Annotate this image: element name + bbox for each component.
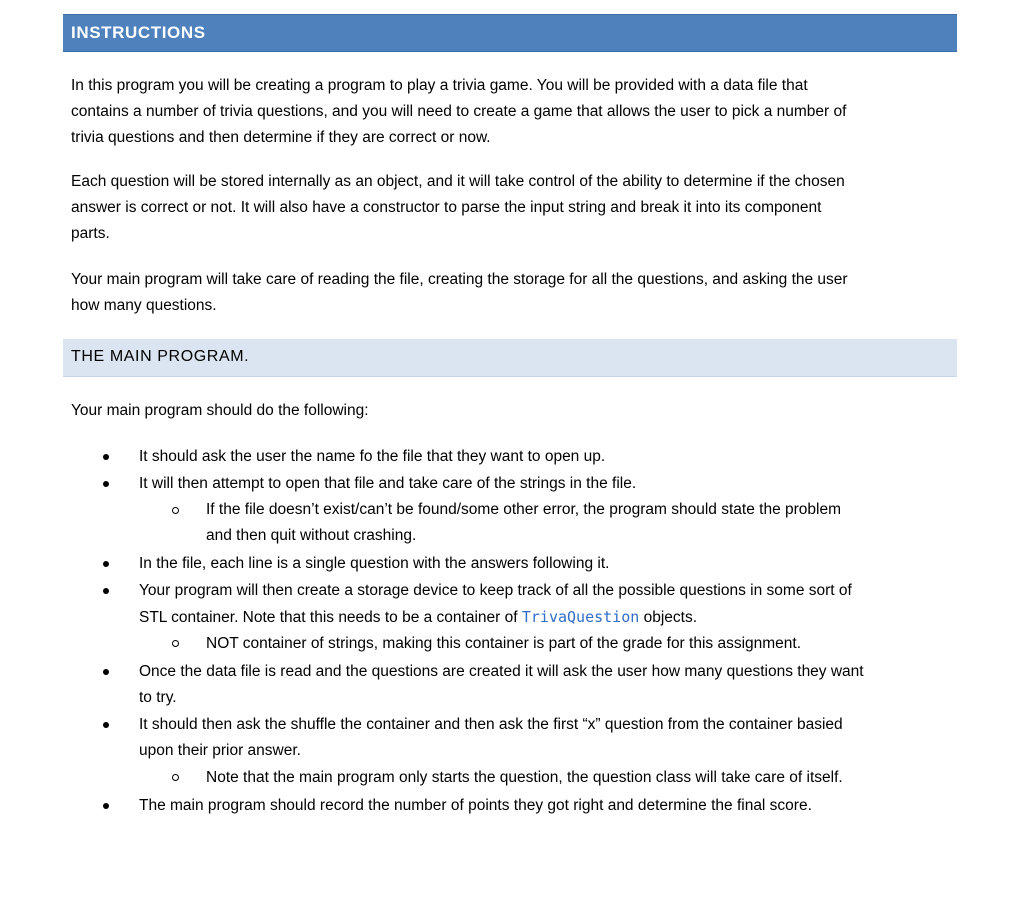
list-item: The main program should record the number of points they got right and determine the final score.	[139, 797, 812, 814]
text-line: Your main program will take care of reading the file, creating the storage for all the questions, and asking the user	[71, 271, 848, 288]
text-line: contains a number of trivia questions, and you will need to create a game that allows the user to pick a number of	[71, 103, 847, 120]
text-line: Each question will be stored internally as an object, and it will take control of the ability to determine if the chosen	[71, 173, 845, 190]
sub-list-item: If the file doesn’t exist/can’t be found/some other error, the program should state the problem	[206, 501, 841, 518]
bullet-dot-icon	[103, 722, 109, 728]
list-item-continuation	[139, 604, 697, 631]
sub-list-item: Note that the main program only starts the question, the question class will take care of itself.	[206, 769, 843, 786]
instructions-header	[63, 14, 957, 52]
intro-paragraph-2	[71, 169, 951, 247]
list-item: In the file, each line is a single question with the answers following it.	[139, 555, 610, 572]
text-line: answer is correct or not. It will also have a constructor to parse the input string and break it into its component	[71, 199, 822, 216]
main-program-lead	[71, 398, 951, 424]
main-program-title: THE MAIN PROGRAM.	[71, 348, 250, 365]
text-line: parts.	[71, 225, 110, 242]
sub-list-item: NOT container of strings, making this container is part of the grade for this assignment.	[206, 635, 802, 652]
list-item-continuation: to try.	[139, 689, 177, 706]
text-line: In this program you will be creating a program to play a trivia game. You will be provided with a data file that	[71, 77, 808, 94]
class-name-code: TrivaQuestion	[521, 608, 640, 626]
bullet-dot-icon	[103, 588, 109, 594]
bullet-dot-icon	[103, 669, 109, 675]
main-program-header	[63, 339, 957, 377]
list-item: It will then attempt to open that file and take care of the strings in the file.	[139, 475, 637, 492]
text-run: STL container. Note that this needs to be a container of	[139, 609, 522, 626]
sub-bullet-circle-icon	[172, 640, 179, 647]
text-line: how many questions.	[71, 297, 217, 314]
sub-list-item-continuation: and then quit without crashing.	[206, 527, 417, 544]
text-line: Your main program should do the following:	[71, 402, 369, 419]
list-item: It should ask the user the name fo the file that they want to open up.	[139, 448, 606, 465]
instructions-title: INSTRUCTIONS	[71, 23, 206, 42]
list-item: Your program will then create a storage device to keep track of all the possible questions in some sort of	[139, 582, 852, 599]
sub-bullet-circle-icon	[172, 774, 179, 781]
bullet-dot-icon	[103, 481, 109, 487]
list-item: Once the data file is read and the questions are created it will ask the user how many questions they want	[139, 663, 864, 680]
bullet-dot-icon	[103, 454, 109, 460]
sub-bullet-circle-icon	[172, 507, 179, 514]
text-run: objects.	[639, 609, 698, 626]
intro-paragraph-1	[71, 73, 951, 151]
bullet-dot-icon	[103, 561, 109, 567]
list-item: It should then ask the shuffle the container and then ask the first “x” question from the container basied	[139, 716, 843, 733]
list-item-continuation: upon their prior answer.	[139, 742, 301, 759]
intro-paragraph-3	[71, 267, 951, 319]
text-line: trivia questions and then determine if they are correct or now.	[71, 129, 491, 146]
bullet-dot-icon	[103, 803, 109, 809]
